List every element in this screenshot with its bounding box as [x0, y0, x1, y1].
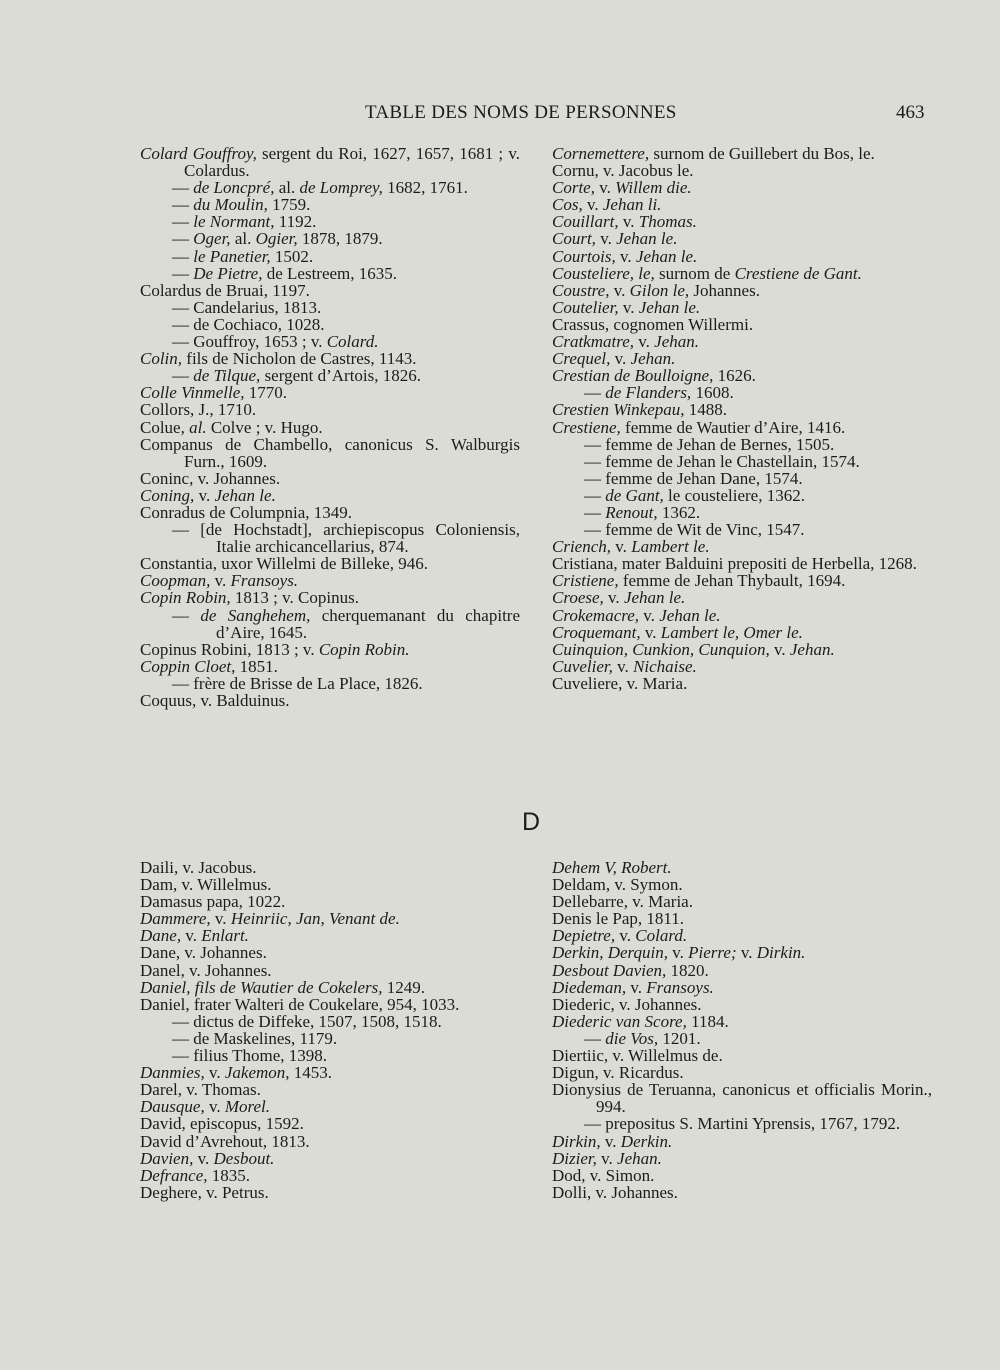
index-entry: Dausque, v. Morel. — [140, 1097, 271, 1117]
index-entry: — femme de Jehan le Chastellain, 1574. — [584, 451, 860, 471]
index-entry: Dam, v. Willelmus. — [140, 875, 272, 895]
index-entry: Dehem V, Robert. — [552, 858, 672, 877]
index-column-top-right — [552, 145, 932, 692]
index-entry: — de Loncpré, al. de Lomprey, 1682, 1761. — [172, 178, 468, 198]
index-entry: Diertiic, v. Willelmus de. — [552, 1046, 723, 1066]
index-entry: Diederic van Score, 1184. — [552, 1011, 729, 1031]
index-entry: — de Cochiaco, 1028. — [172, 314, 325, 334]
index-column-bottom-right — [552, 859, 932, 1201]
index-entry: — le Normant, 1192. — [172, 212, 317, 232]
page-number: 463 — [896, 102, 925, 123]
index-entry: — de Tilque, sergent d’Artois, 1826. — [172, 366, 422, 386]
index-entry: Dirkin, v. Derkin. — [552, 1131, 673, 1151]
index-entry: — De Pietre, de Lestreem, 1635. — [172, 263, 398, 283]
index-entry: — filius Thome, 1398. — [172, 1046, 328, 1066]
index-entry: Dizier, v. Jehan. — [552, 1148, 662, 1168]
index-entry: — dictus de Diffeke, 1507, 1508, 1518. — [172, 1011, 442, 1031]
index-entry: Constantia, uxor Willelmi de Billeke, 946. — [140, 554, 428, 574]
index-entry: Deldam, v. Symon. — [552, 875, 683, 895]
index-entry: — [de Hochstadt], archiepiscopus Coloniensis, Italie archicancellarius, 874. — [172, 520, 520, 557]
index-entry: Couillart, v. Thomas. — [552, 212, 697, 232]
index-entry: David, episcopus, 1592. — [140, 1114, 304, 1134]
index-entry: Crequel, v. Jehan. — [552, 349, 676, 369]
index-entry: Diedeman, v. Fransoys. — [552, 977, 714, 997]
index-entry: Davien, v. Desbout. — [140, 1148, 275, 1168]
index-entry: Cornu, v. Jacobus le. — [552, 161, 694, 181]
index-entry: Colue, al. Colve ; v. Hugo. — [140, 417, 323, 437]
index-entry: Damasus papa, 1022. — [140, 892, 286, 912]
index-entry: Danel, v. Johannes. — [140, 960, 272, 980]
index-entry: Crokemacre, v. Jehan le. — [552, 605, 721, 625]
index-entry: Danmies, v. Jakemon, 1453. — [140, 1063, 333, 1083]
index-entry: David d’Avrehout, 1813. — [140, 1131, 310, 1151]
index-entry: Deghere, v. Petrus. — [140, 1182, 269, 1202]
index-entry: Coppin Cloet, 1851. — [140, 656, 278, 676]
index-entry: Crestien Winkepau, 1488. — [552, 400, 728, 420]
running-header — [0, 102, 1000, 128]
index-entry: Dionysius de Teruanna, canonicus et officialis Morin., 994. — [552, 1080, 932, 1117]
index-entry: Colardus de Bruai, 1197. — [140, 280, 310, 300]
index-entry: Dolli, v. Johannes. — [552, 1182, 678, 1202]
index-column-bottom-left — [140, 859, 520, 1201]
index-entry: Coutelier, v. Jehan le. — [552, 297, 701, 317]
index-entry: Colle Vinmelle, 1770. — [140, 383, 287, 403]
index-entry: Cuvelier, v. Nichaise. — [552, 656, 697, 676]
index-entry: — le Panetier, 1502. — [172, 246, 314, 266]
index-entry: Dane, v. Johannes. — [140, 943, 267, 963]
index-entry: Croese, v. Jehan le. — [552, 588, 686, 608]
index-entry: — femme de Jehan de Bernes, 1505. — [584, 434, 835, 454]
index-column-top-left — [140, 145, 520, 709]
index-entry: Conradus de Columpnia, 1349. — [140, 502, 353, 522]
index-entry: Daniel, fils de Wautier de Cokelers, 1249. — [140, 977, 426, 997]
index-entry: — prepositus S. Martini Yprensis, 1767, 1792. — [584, 1114, 901, 1134]
index-entry: Cuveliere, v. Maria. — [552, 673, 688, 693]
index-entry: Cratkmatre, v. Jehan. — [552, 332, 700, 352]
index-entry: — de Gant, le cousteliere, 1362. — [584, 485, 805, 505]
index-entry: Coning, v. Jehan le. — [140, 485, 276, 505]
index-entry: Dane, v. Enlart. — [140, 926, 249, 946]
index-entry: Copinus Robini, 1813 ; v. Copin Robin. — [140, 639, 410, 659]
page-title: TABLE DES NOMS DE PERSONNES — [365, 102, 677, 123]
index-entry: Crassus, cognomen Willermi. — [552, 314, 754, 334]
index-entry: Cristiene, femme de Jehan Thybault, 1694. — [552, 571, 846, 591]
index-entry: Corte, v. Willem die. — [552, 178, 692, 198]
index-entry: Companus de Chambello, canonicus S. Walburgis Furn., 1609. — [140, 434, 520, 471]
index-entry: Coopman, v. Fransoys. — [140, 571, 299, 591]
index-entry: Cornemettere, surnom de Guillebert du Bos, le. — [552, 144, 875, 163]
index-entry: Desbout Davien, 1820. — [552, 960, 709, 980]
index-entry: Courtois, v. Jehan le. — [552, 246, 698, 266]
index-entry: — die Vos, 1201. — [584, 1028, 701, 1048]
index-entry: Daniel, frater Walteri de Coukelare, 954, 1033. — [140, 994, 460, 1014]
index-entry: Croquemant, v. Lambert le, Omer le. — [552, 622, 803, 642]
index-entry: Crestiene, femme de Wautier d’Aire, 1416. — [552, 417, 846, 437]
index-entry: Dammere, v. Heinriic, Jan, Venant de. — [140, 909, 400, 929]
index-entry: Coninc, v. Johannes. — [140, 468, 281, 488]
index-entry: Colard Gouffroy, sergent du Roi, 1627, 1657, 1681 ; v. Colardus. — [140, 144, 520, 181]
index-entry: — femme de Jehan Dane, 1574. — [584, 468, 803, 488]
index-entry: Dellebarre, v. Maria. — [552, 892, 693, 912]
index-entry: Copin Robin, 1813 ; v. Copinus. — [140, 588, 359, 608]
index-entry: — Oger, al. Ogier, 1878, 1879. — [172, 229, 383, 249]
index-entry: Cos, v. Jehan li. — [552, 195, 662, 215]
index-entry: Cuinquion, Cunkion, Cunquion, v. Jehan. — [552, 639, 835, 659]
index-entry: — de Sanghehem, cherquemanant du chapitre d’Aire, 1645. — [172, 605, 521, 642]
index-entry: — Gouffroy, 1653 ; v. Colard. — [172, 332, 379, 352]
index-entry: Cousteliere, le, surnom de Crestiene de Gant. — [552, 263, 862, 283]
index-entry: Dod, v. Simon. — [552, 1165, 655, 1185]
index-entry: Darel, v. Thomas. — [140, 1080, 261, 1100]
index-entry: Depietre, v. Colard. — [552, 926, 688, 946]
index-entry: — du Moulin, 1759. — [172, 195, 311, 215]
index-entry: Denis le Pap, 1811. — [552, 909, 685, 929]
index-entry: Criench, v. Lambert le. — [552, 537, 710, 557]
index-entry: Colin, fils de Nicholon de Castres, 1143. — [140, 349, 417, 369]
index-entry: Coustre, v. Gilon le, Johannes. — [552, 280, 760, 300]
index-entry: — Renout, 1362. — [584, 502, 701, 522]
section-letter: D — [522, 808, 541, 836]
index-entry: Cristiana, mater Balduini prepositi de Herbella, 1268. — [552, 554, 917, 574]
index-entry: Digun, v. Ricardus. — [552, 1063, 684, 1083]
index-entry: Collors, J., 1710. — [140, 400, 257, 420]
index-entry: — de Flanders, 1608. — [584, 383, 734, 403]
index-entry: — femme de Wit de Vinc, 1547. — [584, 520, 805, 540]
index-entry: — frère de Brisse de La Place, 1826. — [172, 673, 423, 693]
index-entry: Court, v. Jehan le. — [552, 229, 678, 249]
index-entry: Coquus, v. Balduinus. — [140, 691, 290, 710]
index-entry: Crestian de Boulloigne, 1626. — [552, 366, 756, 386]
index-entry: Derkin, Derquin, v. Pierre; v. Dirkin. — [552, 943, 806, 963]
index-entry: Daili, v. Jacobus. — [140, 858, 257, 877]
index-entry: — de Maskelines, 1179. — [172, 1028, 338, 1048]
index-entry: Diederic, v. Johannes. — [552, 994, 702, 1014]
index-entry: — Candelarius, 1813. — [172, 297, 322, 317]
index-entry: Defrance, 1835. — [140, 1165, 251, 1185]
